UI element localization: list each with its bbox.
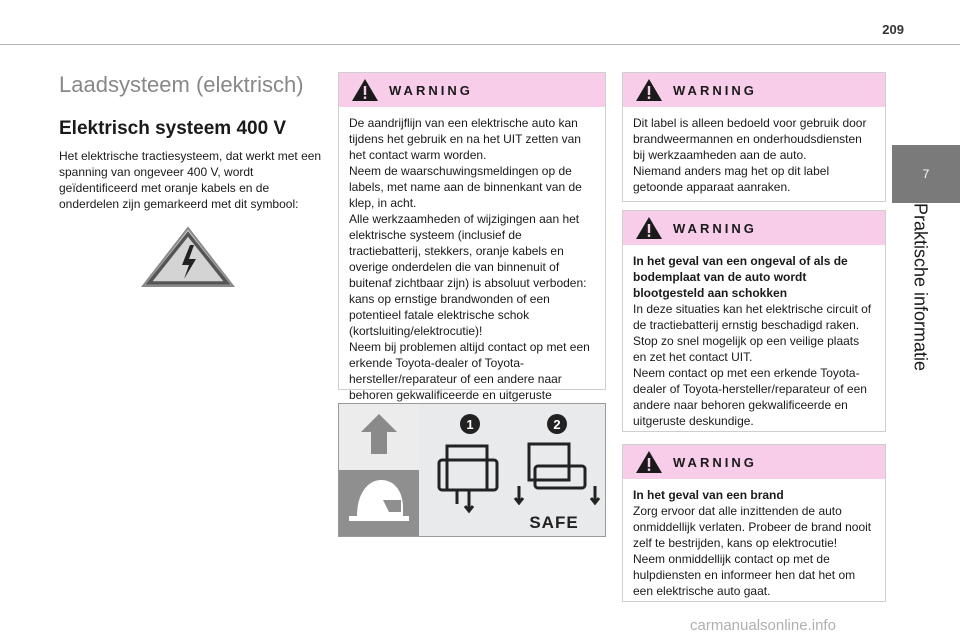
warning-box-2 — [622, 72, 886, 202]
intro-paragraph: Het elektrische tractiesysteem, dat werkt met een spanning van ongeveer 400 V, wordt geïdentificeerd met oranje kabels en de onderdelen zijn gemarkeerd met dit symbool: — [59, 149, 322, 211]
warning-triangle-icon — [635, 216, 663, 240]
intro-column — [59, 72, 325, 212]
warning-box-1 — [338, 72, 606, 402]
warning-paragraph: Alle werkzaamheden of wijzigingen aan het elektrische systeem (inclusief de tractiebatterij, stekkers, oranje kabels en overige onderdelen die van binnenuit of buitenaf zichtbaar zijn) is absoluut verboden: kans op ernstige brandwonden of een potentieel fatale elektrische schok (kortsluiting/elektrocutie)! — [349, 212, 587, 338]
warning-paragraph: Dit label is alleen bedoeld voor gebruik door brandweermannen en onderhoudsdiensten bij werkzaamheden aan de auto. — [633, 116, 867, 162]
warning-label: WARNING — [389, 82, 473, 98]
warning-paragraph: In deze situaties kan het elektrische circuit of de tractiebatterij ernstig beschadigd raken. — [633, 302, 872, 332]
warning-label: WARNING — [673, 82, 757, 98]
warning-paragraph: Zorg ervoor dat alle inzittenden de auto onmiddellijk verlaten. Probeer de brand nooit zelf te bestrijden, kans op elektrocutie! — [633, 504, 872, 550]
warning-body — [623, 107, 885, 203]
warning-paragraph: De aandrijflijn van een elektrische auto kan tijdens het gebruik en na het UIT zetten van het contact warm worden. — [349, 116, 581, 162]
warning-triangle-icon — [635, 78, 663, 102]
warning-label: WARNING — [673, 220, 757, 236]
warning-header — [339, 73, 605, 107]
safe-label: SAFE — [529, 513, 579, 532]
warning-body — [339, 107, 605, 427]
page-number: 209 — [882, 22, 904, 37]
warning-box-4 — [622, 444, 886, 602]
warning-triangle-icon — [635, 450, 663, 474]
warning-heading: In het geval van een brand — [633, 488, 784, 502]
watermark: carmanualsonline.info — [690, 617, 836, 634]
badge-2-number: 2 — [553, 417, 561, 432]
label-illustration — [338, 403, 606, 537]
warning-paragraph: Neem contact op met een erkende Toyota-dealer of Toyota-hersteller/reparateur of een andere naar behoren gekwalificeerde en uitgeruste deskundige. — [633, 366, 867, 428]
label-illustration-graphic — [339, 404, 605, 536]
header-divider — [0, 44, 960, 45]
warning-paragraph: Niemand anders mag het op dit label getoonde apparaat aanraken. — [633, 164, 830, 194]
warning-paragraph: Stop zo snel mogelijk op een veilige plaats en zet het contact UIT. — [633, 334, 860, 364]
chapter-title-wrap — [905, 202, 935, 372]
warning-body — [623, 479, 885, 607]
warning-paragraph: Neem onmiddellijk contact op met de hulpdiensten en informeer hen dat het om een elektrische auto gaat. — [633, 552, 856, 598]
chapter-tab[interactable]: 7 — [892, 145, 960, 203]
chapter-title: Praktische informatie — [910, 202, 931, 372]
warning-label: WARNING — [673, 454, 757, 470]
warning-header — [623, 73, 885, 107]
warning-heading: In het geval van een ongeval of als de bodemplaat van de auto wordt blootgesteld aan schokken — [633, 254, 848, 300]
section-title: Laadsysteem (elektrisch) — [59, 72, 304, 97]
warning-paragraph: Neem bij problemen altijd contact op met een erkende Toyota-dealer of Toyota-hersteller/reparateur of een andere naar behoren gekwalificeerde en uitgeruste — [349, 340, 590, 402]
subsection-title: Elektrisch systeem 400 V — [59, 118, 287, 139]
warning-triangle-icon — [351, 78, 379, 102]
warning-header — [623, 211, 885, 245]
warning-paragraph: Neem de waarschuwingsmeldingen op de labels, met name aan de binnenkant van de klep, in acht. — [349, 164, 582, 210]
badge-1-number: 1 — [466, 417, 474, 432]
warning-header — [623, 445, 885, 479]
warning-body — [623, 245, 885, 437]
high-voltage-warning-icon — [140, 225, 236, 289]
warning-box-3 — [622, 210, 886, 432]
